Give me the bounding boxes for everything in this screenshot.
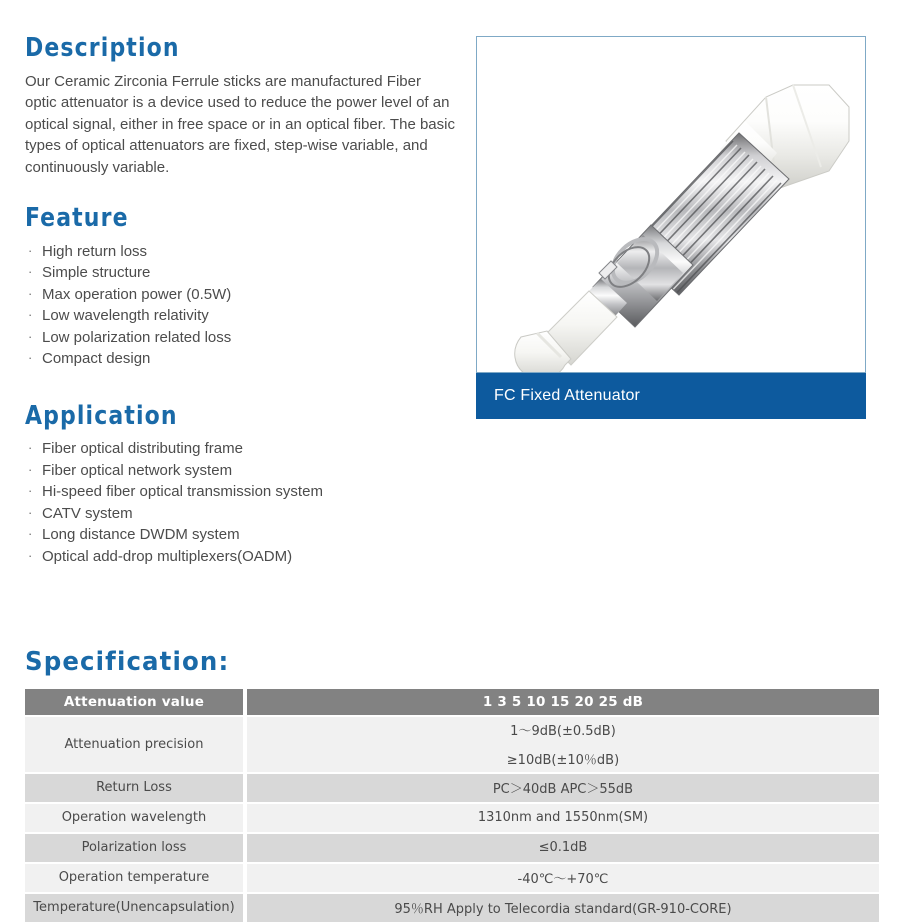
row-label: Polarization loss	[25, 834, 243, 862]
row-label: Operation wavelength	[25, 804, 243, 832]
list-item	[25, 460, 455, 482]
specification-heading: Specification:	[25, 647, 230, 677]
row-value-line: 1〜9dB(±0.5dB)	[510, 724, 616, 740]
bullet-dot-icon: ·	[28, 328, 33, 344]
application-section	[25, 402, 455, 568]
feature-heading: Feature	[25, 203, 129, 234]
description-paragraph: Our Ceramic Zirconia Ferrule sticks are manufactured Fiber optic attenuator is a device used to reduce the power level of an optical signal, either in free space or in an optical fiber. The basic types of optical attenuators are fixed, step-wise variable, and continuously variable.	[25, 72, 455, 176]
list-item-label: Fiber optical network system	[42, 461, 233, 479]
row-value: 1310nm and 1550nm(SM)	[247, 804, 879, 832]
table-row	[25, 804, 879, 832]
table-header-row	[25, 689, 879, 715]
row-label: Temperature(Unencapsulation)	[25, 894, 243, 922]
row-label: Return Loss	[25, 774, 243, 802]
product-photo-frame	[476, 36, 866, 373]
description-section	[25, 34, 455, 178]
fc-attenuator-photo	[477, 37, 865, 372]
feature-section	[25, 204, 455, 370]
list-item	[25, 546, 455, 568]
list-item	[25, 241, 455, 263]
list-item	[25, 503, 455, 525]
list-item-label: Long distance DWDM system	[42, 526, 240, 544]
list-item	[25, 327, 455, 349]
table-header-label: Attenuation value	[25, 689, 243, 715]
table-row	[25, 717, 879, 772]
bullet-dot-icon: ·	[28, 547, 33, 563]
bullet-dot-icon: ·	[28, 483, 33, 499]
table-row	[25, 894, 879, 922]
bullet-dot-icon: ·	[28, 526, 33, 542]
bullet-dot-icon: ·	[28, 461, 33, 477]
application-heading: Application	[25, 400, 178, 431]
list-item	[25, 305, 455, 327]
list-item	[25, 262, 455, 284]
list-item-label: Optical add-drop multiplexers(OADM)	[42, 547, 293, 565]
bullet-dot-icon: ·	[28, 350, 33, 366]
row-value: -40℃〜+70℃	[247, 864, 879, 892]
list-item-label: Simple structure	[42, 264, 151, 282]
bullet-dot-icon: ·	[28, 307, 33, 323]
table-row	[25, 864, 879, 892]
application-list	[25, 438, 455, 567]
list-item	[25, 524, 455, 546]
specification-table	[21, 687, 883, 924]
list-item	[25, 348, 455, 370]
list-item	[25, 438, 455, 460]
bullet-dot-icon: ·	[28, 504, 33, 520]
product-image-panel	[476, 36, 866, 419]
specification-section	[25, 648, 887, 924]
bullet-dot-icon: ·	[28, 285, 33, 301]
feature-list	[25, 241, 455, 370]
table-header-value: 1 3 5 10 15 20 25 dB	[247, 689, 879, 715]
list-item-label: Compact design	[42, 350, 151, 368]
bullet-dot-icon: ·	[28, 264, 33, 280]
list-item-label: Hi-speed fiber optical transmission system	[42, 483, 323, 501]
table-row	[25, 834, 879, 862]
list-item-label: High return loss	[42, 242, 148, 260]
row-value-line: ≥10dB(±10％dB)	[506, 753, 620, 769]
list-item-label: Low polarization related loss	[42, 328, 232, 346]
row-value: 95％RH Apply to Telecordia standard(GR-910-CORE)	[247, 894, 879, 922]
row-label: Attenuation precision	[25, 717, 243, 772]
row-value: PC＞40dB APC＞55dB	[247, 774, 879, 802]
list-item-label: Low wavelength relativity	[42, 307, 209, 325]
table-row	[25, 774, 879, 802]
row-value	[247, 717, 879, 772]
bullet-dot-icon: ·	[28, 440, 33, 456]
list-item-label: Fiber optical distributing frame	[42, 440, 243, 458]
description-heading: Description	[25, 33, 180, 63]
row-label: Operation temperature	[25, 864, 243, 892]
left-content-column	[25, 34, 455, 567]
list-item-label: CATV system	[42, 504, 133, 522]
row-value: ≤0.1dB	[247, 834, 879, 862]
list-item-label: Max operation power (0.5W)	[42, 285, 232, 303]
list-item	[25, 481, 455, 503]
list-item	[25, 284, 455, 306]
product-caption: FC Fixed Attenuator	[476, 373, 866, 419]
bullet-dot-icon: ·	[28, 242, 33, 258]
